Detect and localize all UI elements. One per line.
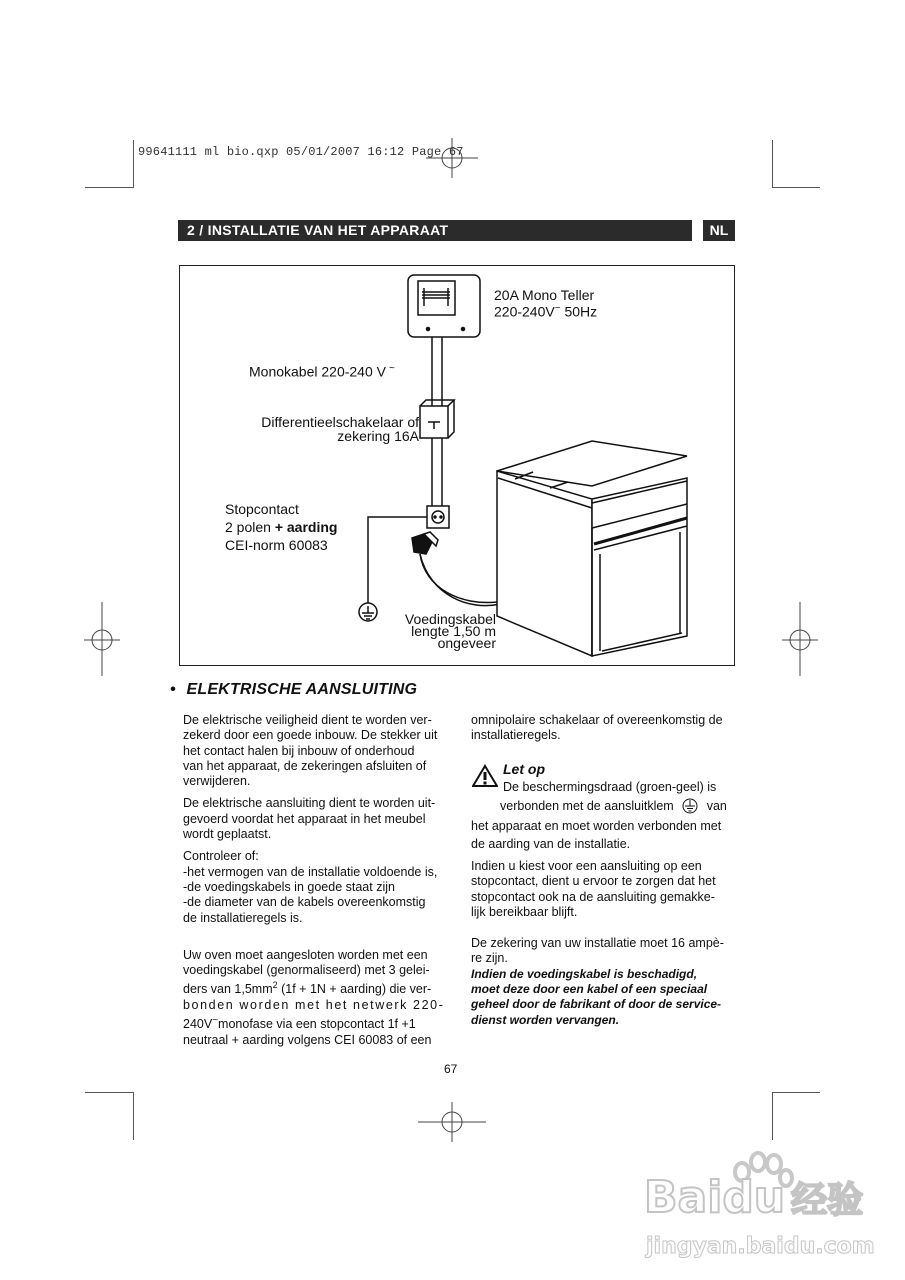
text-fragment: 240V: [183, 1017, 213, 1032]
superscript: ~: [212, 1015, 219, 1027]
monokabel-text: Monokabel 220-240 V: [249, 363, 386, 380]
text-line: Uw oven moet aangesloten worden met een: [183, 947, 428, 962]
text-line: re zijn.: [471, 951, 508, 966]
paragraph-connection: [183, 796, 448, 842]
text-line: verwijderen.: [183, 774, 251, 789]
plug-icon: [412, 532, 438, 554]
meter-voltage: 220-240V: [494, 303, 555, 320]
print-slug: 99641111 ml bio.qxp 05/01/2007 16:12 Page 67: [138, 145, 464, 159]
text-line: -de voedingskabels in goede staat zijn: [183, 879, 395, 894]
text-line: wordt geplaatst.: [183, 827, 272, 842]
meter-frequency: 50Hz: [564, 303, 598, 320]
text-fragment: ders van 1,5mm: [183, 982, 273, 997]
socket-label-poles: 2 polen: [225, 519, 271, 535]
cable-label-line3: ongeveer: [437, 635, 496, 651]
differential-label: [220, 415, 419, 443]
superscript: 2: [272, 980, 278, 991]
watermark-brand: [644, 1172, 863, 1223]
socket-label-line1: Stopcontact: [225, 501, 299, 517]
warning-icon: [472, 764, 498, 793]
language-badge: NL: [703, 220, 735, 241]
paragraph-checklist: [183, 849, 448, 925]
warning-line2: [500, 798, 727, 814]
right-column: [471, 713, 736, 751]
heading-bullet: •: [170, 681, 176, 698]
text-line: de installatieregels is.: [183, 910, 303, 925]
differential-label-line2: zekering 16A: [337, 428, 419, 444]
text-line: installatieregels.: [471, 728, 561, 743]
diagram-drawing: [180, 266, 734, 665]
watermark-brand-a: Bai: [644, 1172, 723, 1223]
earth-terminal-icon: [679, 798, 701, 814]
text-fragment: monofase via een stopcontact 1f +1: [218, 1017, 416, 1032]
text-line: de aarding van de installatie.: [471, 837, 631, 851]
text-line: -de diameter van de kabels overeenkomstig: [183, 895, 426, 910]
text-line: [183, 978, 448, 997]
warning-line1: De beschermingsdraad (groen-geel) is: [503, 780, 717, 794]
text-line: stopcontact, dient u ervoor te zorgen dat het: [471, 874, 716, 889]
text-line: Controleer of:: [183, 849, 259, 864]
text-line: De zekering van uw installatie moet 16 ampè-: [471, 936, 724, 951]
warning-title: Let op: [503, 761, 545, 777]
text-line: gevoerd voordat het apparaat in het meubel: [183, 811, 426, 826]
left-column: [183, 713, 448, 1055]
text-line: geheel door de fabrikant of door de service-: [471, 997, 722, 1012]
text-line: [183, 1013, 448, 1032]
watermark-brand-cn: 经验: [791, 1180, 864, 1221]
text-line: dienst worden vervangen.: [471, 1012, 620, 1027]
baidu-watermark: [640, 1150, 890, 1270]
text-line: De elektrische veiligheid dient te worden ver-: [183, 713, 432, 727]
text-fragment: verbonden met de aansluitklem: [500, 799, 674, 813]
section-title-bar: 2 / INSTALLATIE VAN HET APPARAAT: [178, 220, 692, 241]
meter-box-icon: [408, 275, 480, 337]
warning-rest: [471, 817, 721, 853]
paragraph-damaged-cable: [471, 967, 736, 1028]
monokabel-label: [249, 362, 395, 379]
text-line: voedingskabel (genormaliseerd) met 3 gelei-: [183, 963, 430, 978]
paragraph-omnipolar: [471, 713, 736, 744]
cable-label-line2: lengte 1,50 m: [411, 623, 496, 639]
text-line: Indien u kiest voor een aansluiting op een: [471, 859, 702, 873]
heading-text: ELEKTRISCHE AANSLUITING: [186, 681, 418, 698]
paragraph-socket-access: [471, 859, 736, 920]
text-line: zekerd door een goede inbouw. De stekker uit: [183, 728, 438, 743]
section-heading: [170, 681, 417, 699]
socket-label: [225, 500, 337, 554]
installation-diagram: [179, 265, 735, 666]
meter-label-line1: 20A Mono Teller: [494, 287, 595, 303]
text-line: omnipolaire schakelaar of overeenkomstig de: [471, 713, 723, 727]
text-line: neutraal + aarding volgens CEI 60083 of een: [183, 1032, 432, 1047]
socket-label-norm: CEI-norm 60083: [225, 537, 328, 553]
text-line: van het apparaat, de zekeringen afsluiten of: [183, 758, 427, 773]
text-line: het apparaat en moet worden verbonden met: [471, 819, 722, 833]
text-line: Indien de voedingskabel is beschadigd,: [471, 966, 698, 981]
text-fragment: (1f + 1N + aarding) die ver-: [277, 982, 432, 997]
paragraph-cable-spec: [183, 948, 448, 1048]
differential-switch-icon: [420, 400, 454, 438]
paragraph-fuse: [471, 936, 736, 967]
text-line: stopcontact ook na de aansluiting gemakke-: [471, 889, 715, 904]
watermark-brand-b: du: [722, 1172, 786, 1223]
text-fragment: van: [706, 799, 727, 813]
cable-label: [370, 613, 496, 649]
meter-label: [494, 288, 597, 319]
text-line: -het vermogen van de installatie voldoende is,: [183, 864, 438, 879]
text-line: De elektrische aansluiting dient te worden uit-: [183, 796, 436, 811]
text-line: het contact halen bij inbouw of onderhoud: [183, 743, 415, 758]
monokabel-tilde: ~: [389, 363, 395, 374]
page-number: 67: [444, 1062, 458, 1076]
differential-label-line1: Differentieelschakelaar of: [261, 414, 419, 430]
paragraph-safety: [183, 713, 448, 789]
right-column-lower: [471, 859, 736, 1035]
cable-label-line1: Voedingskabel: [404, 611, 496, 627]
text-line: lijk bereikbaar blijft.: [471, 904, 578, 919]
socket-label-earth: + aarding: [274, 519, 338, 535]
watermark-url: jingyan.baidu.com: [646, 1234, 875, 1259]
text-line: bonden worden met het netwerk 220-: [183, 997, 445, 1012]
socket-icon: [427, 506, 449, 528]
text-line: moet deze door een kabel of een speciaal: [471, 982, 708, 997]
meter-tilde: ~: [554, 303, 561, 314]
oven-icon: [497, 441, 687, 656]
